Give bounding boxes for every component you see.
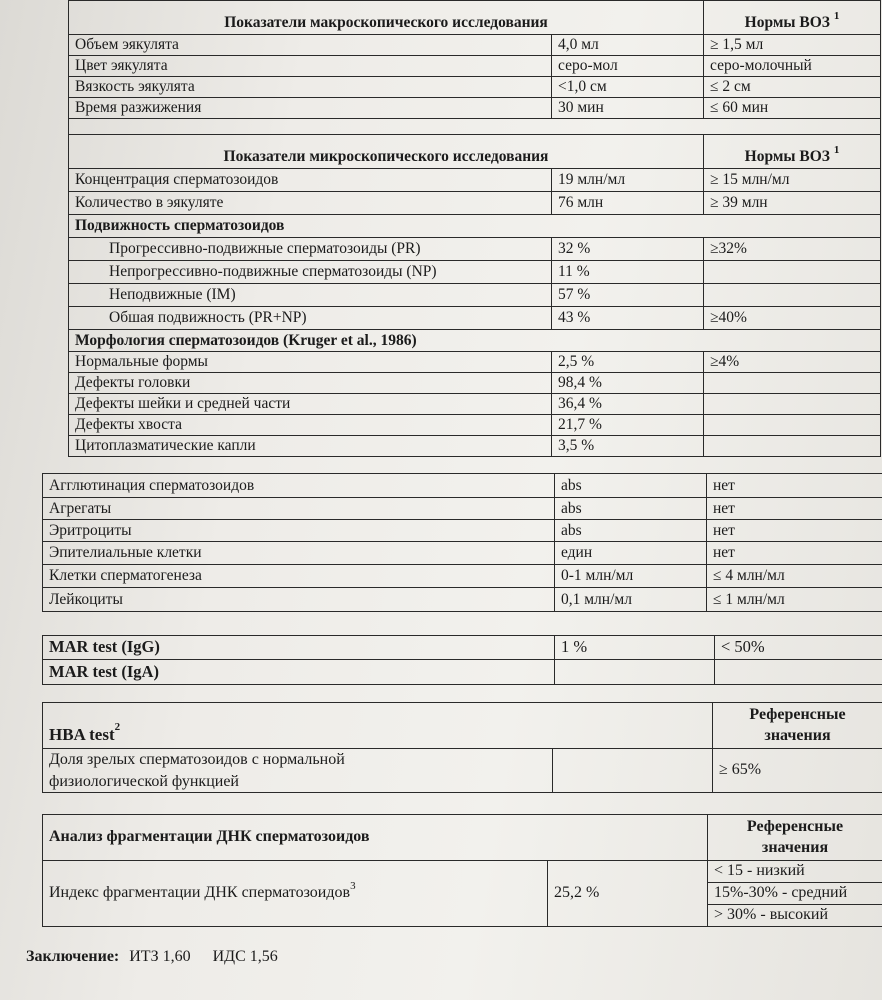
- row-norm: ≥ 1,5 мл: [704, 35, 881, 56]
- row-norm: ≤ 60 мин: [704, 98, 881, 119]
- dna-header-row: [43, 815, 882, 861]
- row-value: 0-1 млн/мл: [555, 565, 707, 588]
- row-label: Неподвижные (IM): [69, 284, 552, 307]
- row-norm: [704, 261, 881, 284]
- hba-table: [42, 702, 882, 793]
- mar-table: [42, 635, 882, 685]
- table-row: [43, 861, 882, 883]
- table-row: [69, 373, 881, 394]
- row-value: 32 %: [552, 238, 704, 261]
- row-label: Дефекты шейки и средней части: [69, 394, 552, 415]
- row-value: 11 %: [552, 261, 704, 284]
- row-value: 21,7 %: [552, 415, 704, 436]
- range-low: < 15 - низкий: [708, 861, 882, 883]
- row-norm: ≥ 65%: [713, 749, 882, 793]
- row-value: [555, 660, 715, 685]
- table-row: [43, 588, 882, 612]
- micro-header-row: [69, 135, 881, 169]
- row-norm: [704, 415, 881, 436]
- row-value: 43 %: [552, 307, 704, 330]
- row-value: 36,4 %: [552, 394, 704, 415]
- row-label: Количество в эякуляте: [69, 192, 552, 215]
- table-row: [69, 284, 881, 307]
- row-value: <1,0 см: [552, 77, 704, 98]
- table-row: [69, 352, 881, 373]
- row-norm: [704, 394, 881, 415]
- table-row: [69, 98, 881, 119]
- row-label: Агрегаты: [43, 498, 555, 520]
- dna-table: [42, 814, 882, 927]
- row-value: 30 мин: [552, 98, 704, 119]
- row-norm: ≥ 15 млн/мл: [704, 169, 881, 192]
- row-label: Клетки сперматогенеза: [43, 565, 555, 588]
- macro-norm-header: Нормы ВОЗ $^1$: [704, 1, 881, 35]
- row-label: Агглютинация сперматозоидов: [43, 474, 555, 498]
- row-norm: серо-молочный: [704, 56, 881, 77]
- row-value: 25,2 %: [548, 861, 708, 927]
- macro-title: Показатели макроскопического исследования: [69, 1, 704, 35]
- row-label: Цитоплазматические капли: [69, 436, 552, 457]
- row-norm: ≤ 4 млн/мл: [707, 565, 882, 588]
- row-norm: ≤ 2 см: [704, 77, 881, 98]
- ids-value: ИДС 1,56: [212, 948, 278, 965]
- conclusion: [26, 948, 278, 966]
- table-row: [43, 749, 882, 793]
- row-norm: ≥32%: [704, 238, 881, 261]
- row-label: Время разжижения: [69, 98, 552, 119]
- row-label: Нормальные формы: [69, 352, 552, 373]
- row-value: abs: [555, 474, 707, 498]
- row-value: [553, 749, 713, 793]
- range-mid: 15%-30% - средний: [708, 883, 882, 905]
- footnote-1: 1: [833, 144, 840, 157]
- table-row: [69, 415, 881, 436]
- range-high: > 30% - высокий: [708, 905, 882, 927]
- row-norm: [704, 284, 881, 307]
- row-norm: ≥40%: [704, 307, 881, 330]
- row-label: Цвет эякулята: [69, 56, 552, 77]
- row-norm: [704, 373, 881, 394]
- table-row: [69, 56, 881, 77]
- table-row: [43, 660, 882, 685]
- row-norm: нет: [707, 542, 882, 565]
- morphology-title: Морфология сперматозоидов (Kruger et al., 1986): [69, 330, 881, 352]
- row-label: Непрогрессивно-подвижные сперматозоиды (NP): [69, 261, 552, 284]
- hba-title: HBA test$^2$: [43, 703, 713, 749]
- row-label: Доля зрелых сперматозоидов с нормальной физиологической функцией: [43, 749, 553, 793]
- row-label: Эпителиальные клетки: [43, 542, 555, 565]
- row-norm: ≥ 39 млн: [704, 192, 881, 215]
- row-label: Индекс фрагментации ДНК сперматозоидов$^3$: [43, 861, 548, 927]
- table-row: [43, 542, 882, 565]
- row-label: Эритроциты: [43, 520, 555, 542]
- row-label: Концентрация сперматозоидов: [69, 169, 552, 192]
- table-row: [69, 192, 881, 215]
- row-label: Дефекты хвоста: [69, 415, 552, 436]
- footnote-1: 1: [833, 10, 840, 23]
- row-value: един: [555, 542, 707, 565]
- spacer-row: [69, 119, 881, 135]
- row-norm: нет: [707, 498, 882, 520]
- row-norm: нет: [707, 474, 882, 498]
- hba-header-row: [43, 703, 882, 749]
- table-row: [69, 261, 881, 284]
- motility-header-row: [69, 215, 881, 238]
- row-label: Прогрессивно-подвижные сперматозоиды (PR): [69, 238, 552, 261]
- row-value: 3,5 %: [552, 436, 704, 457]
- row-value: 2,5 %: [552, 352, 704, 373]
- row-label: Вязкость эякулята: [69, 77, 552, 98]
- row-value: abs: [555, 498, 707, 520]
- row-norm: [704, 436, 881, 457]
- hba-ref-header: Референсные значения: [713, 703, 882, 749]
- footnote-2: 2: [114, 721, 121, 734]
- motility-title: Подвижность сперматозоидов: [69, 215, 881, 238]
- dna-ref-header: Референсные значения: [708, 815, 882, 861]
- table-row: [43, 565, 882, 588]
- table-row: [69, 436, 881, 457]
- micro-title: Показатели микроскопического исследования: [69, 135, 704, 169]
- morphology-header-row: [69, 330, 881, 352]
- cells-table: [42, 473, 882, 612]
- table-row: [43, 498, 882, 520]
- row-label: Дефекты головки: [69, 373, 552, 394]
- row-value: 76 млн: [552, 192, 704, 215]
- table-row: [43, 520, 882, 542]
- row-label: Лейкоциты: [43, 588, 555, 612]
- table-row: [69, 307, 881, 330]
- row-norm: ≥4%: [704, 352, 881, 373]
- row-value: 0,1 млн/мл: [555, 588, 707, 612]
- row-value: 4,0 мл: [552, 35, 704, 56]
- macro-header-row: [69, 1, 881, 35]
- footnote-3: 3: [350, 880, 356, 893]
- row-label: MAR test (IgA): [43, 660, 555, 685]
- row-norm: [715, 660, 882, 685]
- table-row: [43, 474, 882, 498]
- row-value: 98,4 %: [552, 373, 704, 394]
- table-row: [69, 35, 881, 56]
- table-row: [69, 238, 881, 261]
- row-value: 19 млн/мл: [552, 169, 704, 192]
- row-label: Объем эякулята: [69, 35, 552, 56]
- table-row: [69, 169, 881, 192]
- table-row: [69, 77, 881, 98]
- row-label: MAR test (IgG): [43, 636, 555, 660]
- semen-analysis-table: [68, 0, 881, 457]
- row-norm: < 50%: [715, 636, 882, 660]
- row-value: серо-мол: [552, 56, 704, 77]
- row-value: 57 %: [552, 284, 704, 307]
- table-row: [69, 394, 881, 415]
- row-value: abs: [555, 520, 707, 542]
- micro-norm-header: Нормы ВОЗ $^1$: [704, 135, 881, 169]
- itz-value: ИТЗ 1,60: [129, 948, 191, 965]
- conclusion-label: Заключение:: [26, 948, 120, 965]
- table-row: [43, 636, 882, 660]
- row-norm: нет: [707, 520, 882, 542]
- dna-title: Анализ фрагментации ДНК сперматозоидов: [43, 815, 708, 861]
- row-label: Обшая подвижность (PR+NP): [69, 307, 552, 330]
- row-norm: ≤ 1 млн/мл: [707, 588, 882, 612]
- row-value: 1 %: [555, 636, 715, 660]
